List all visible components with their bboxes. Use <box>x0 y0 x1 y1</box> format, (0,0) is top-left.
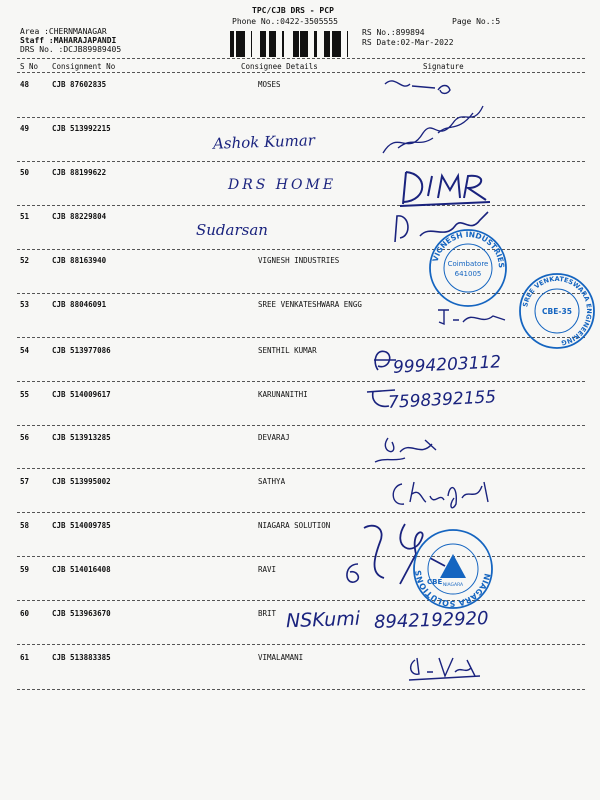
col-header-signature: Signature <box>423 62 464 71</box>
signature-scribble <box>370 346 400 376</box>
signature-scribble <box>405 652 485 682</box>
row-consignee: SREE VENKATESHWARA ENGG <box>258 300 362 309</box>
signature-scribble <box>365 386 400 414</box>
row-sno: 49 <box>20 124 30 133</box>
stamp-ring-text: NIAGARA SOLUTIONS <box>413 569 492 609</box>
header-divider-bottom <box>17 72 585 73</box>
col-header-sno: S No <box>20 62 39 71</box>
company-stamp-vignesh <box>428 228 508 308</box>
barcode-bar <box>263 31 264 57</box>
row-consignee: DEVARAJ <box>258 433 290 442</box>
row-consignment: CJB 88163940 <box>52 256 107 265</box>
document-title: TPC/CJB DRS - PCP <box>252 6 334 15</box>
row-consignee: NIAGARA SOLUTION <box>258 521 331 530</box>
row-consignee: BRIT <box>258 609 277 618</box>
signature-scribble <box>340 558 366 588</box>
row-sno: 48 <box>20 80 30 89</box>
barcode-bar <box>324 31 326 57</box>
handwritten-phone-54: 9994203112 <box>392 352 502 378</box>
row-consignment: CJB 87602835 <box>52 80 107 89</box>
row-consignee: MOSES <box>258 80 281 89</box>
row-sno: 61 <box>20 653 30 662</box>
row-consignment: CJB 513977086 <box>52 346 111 355</box>
row-divider <box>17 512 585 513</box>
row-consignment: CJB 513913285 <box>52 433 111 442</box>
row-divider <box>17 293 585 294</box>
barcode-bar <box>305 31 306 57</box>
row-divider <box>17 425 585 426</box>
handwritten-phone-55: 7598392155 <box>387 387 497 413</box>
barcode-bar <box>275 31 276 57</box>
row-consignment: CJB 513992215 <box>52 124 111 133</box>
row-sno: 54 <box>20 346 30 355</box>
page-number: Page No.:5 <box>452 17 501 26</box>
row-consignment: CJB 513883385 <box>52 653 111 662</box>
stamp-ring-text: VIGNESH INDUSTRIES <box>430 229 507 269</box>
barcode-bar <box>335 31 336 57</box>
barcode-bar <box>332 31 335 57</box>
stamp-center-text: CBE-35 <box>542 307 572 316</box>
rs-number: RS No.:899894 <box>362 28 425 37</box>
barcode-bar <box>239 31 240 57</box>
barcode-bar <box>269 31 270 57</box>
header-divider-top <box>17 58 585 59</box>
row-divider <box>17 161 585 162</box>
barcode-bar <box>282 31 284 57</box>
barcode-bar <box>242 31 245 57</box>
barcode-bar <box>306 31 308 57</box>
handwritten-phone-60: 8942192920 <box>373 608 489 633</box>
row-divider <box>17 117 585 118</box>
barcode-bar <box>270 31 272 57</box>
row-divider <box>17 600 585 601</box>
handwritten-drs-home: DRS HOME <box>228 177 337 193</box>
row-divider <box>17 644 585 645</box>
row-sno: 50 <box>20 168 30 177</box>
company-stamp-niagara <box>412 528 494 610</box>
barcode-bar <box>260 31 263 57</box>
row-consignee: KARUNANITHI <box>258 390 308 399</box>
barcode-bar <box>236 31 239 57</box>
handwritten-name-ashok: Ashok Kumar <box>212 131 316 153</box>
barcode-bar <box>233 31 234 57</box>
row-divider <box>17 468 585 469</box>
row-consignee: VIMALAMANI <box>258 653 304 662</box>
area-field: Area :CHERNMANAGAR <box>20 27 107 36</box>
signature-scribble <box>378 98 488 160</box>
row-sno: 52 <box>20 256 30 265</box>
row-consignee: VIGNESH INDUSTRIES <box>258 256 340 265</box>
signature-scribble <box>370 432 440 468</box>
barcode-bar <box>240 31 242 57</box>
row-consignment: CJB 513963670 <box>52 609 111 618</box>
staff-field: Staff :MAHARAJAPANDI <box>20 36 117 45</box>
row-sno: 57 <box>20 477 30 486</box>
stamp-ring-text: SREE VENKATESWARA ENGINEERING <box>521 274 594 347</box>
handwritten-nsk: NSKumi <box>285 607 361 633</box>
stamp-pin-text: 641005 <box>454 270 482 278</box>
stamp-center-text: Coimbatore <box>447 260 489 268</box>
drs-number: DRS No. :DCJB89989405 <box>20 45 122 54</box>
row-consignment: CJB 88229804 <box>52 212 107 221</box>
stamp-side-text: CBE <box>427 578 443 586</box>
row-sno: 60 <box>20 609 30 618</box>
barcode-bar <box>230 31 233 57</box>
row-divider <box>17 556 585 557</box>
barcode-bar <box>294 31 296 57</box>
barcode-bar <box>302 31 305 57</box>
company-stamp-sree <box>518 272 596 350</box>
handwritten-name-sudarsan: Sudarsan <box>196 221 268 239</box>
signature-scribble <box>388 476 498 512</box>
barcode-bar <box>272 31 275 57</box>
barcode-bar <box>336 31 338 57</box>
col-header-consignee: Consignee Details <box>241 62 318 71</box>
row-consignment: CJB 514009617 <box>52 390 111 399</box>
barcode-bar <box>264 31 266 57</box>
row-divider <box>17 337 585 338</box>
barcode-bar <box>326 31 329 57</box>
barcode <box>230 31 353 57</box>
rs-date: RS Date:02-Mar-2022 <box>362 38 454 47</box>
row-sno: 59 <box>20 565 30 574</box>
row-divider <box>17 381 585 382</box>
row-consignment: CJB 513995002 <box>52 477 111 486</box>
row-sno: 56 <box>20 433 30 442</box>
row-sno: 55 <box>20 390 30 399</box>
row-consignment: CJB 514016408 <box>52 565 111 574</box>
row-sno: 53 <box>20 300 30 309</box>
signature-scribble <box>398 166 493 208</box>
row-consignment: CJB 514009785 <box>52 521 111 530</box>
col-header-consignment: Consignment No <box>52 62 116 71</box>
barcode-bar <box>300 31 302 57</box>
row-divider <box>17 689 585 690</box>
row-sno: 51 <box>20 212 30 221</box>
signature-scribble <box>435 306 510 328</box>
barcode-bar <box>251 31 252 57</box>
stamp-logo-icon <box>440 554 466 578</box>
row-consignee: SENTHIL KUMAR <box>258 346 317 355</box>
phone-number: Phone No.:0422-3505555 <box>232 17 338 26</box>
row-consignee: RAVI <box>258 565 277 574</box>
row-sno: 58 <box>20 521 30 530</box>
row-consignee: SATHYA <box>258 477 286 486</box>
barcode-bar <box>296 31 299 57</box>
barcode-bar <box>293 31 294 57</box>
barcode-bar <box>329 31 330 57</box>
barcode-bar <box>314 31 317 57</box>
stamp-logo-text: NIAGARA <box>442 583 464 588</box>
row-consignment: CJB 88199622 <box>52 168 107 177</box>
row-divider <box>17 205 585 206</box>
row-consignment: CJB 88046091 <box>52 300 107 309</box>
barcode-bar <box>338 31 341 57</box>
barcode-bar <box>347 31 348 57</box>
